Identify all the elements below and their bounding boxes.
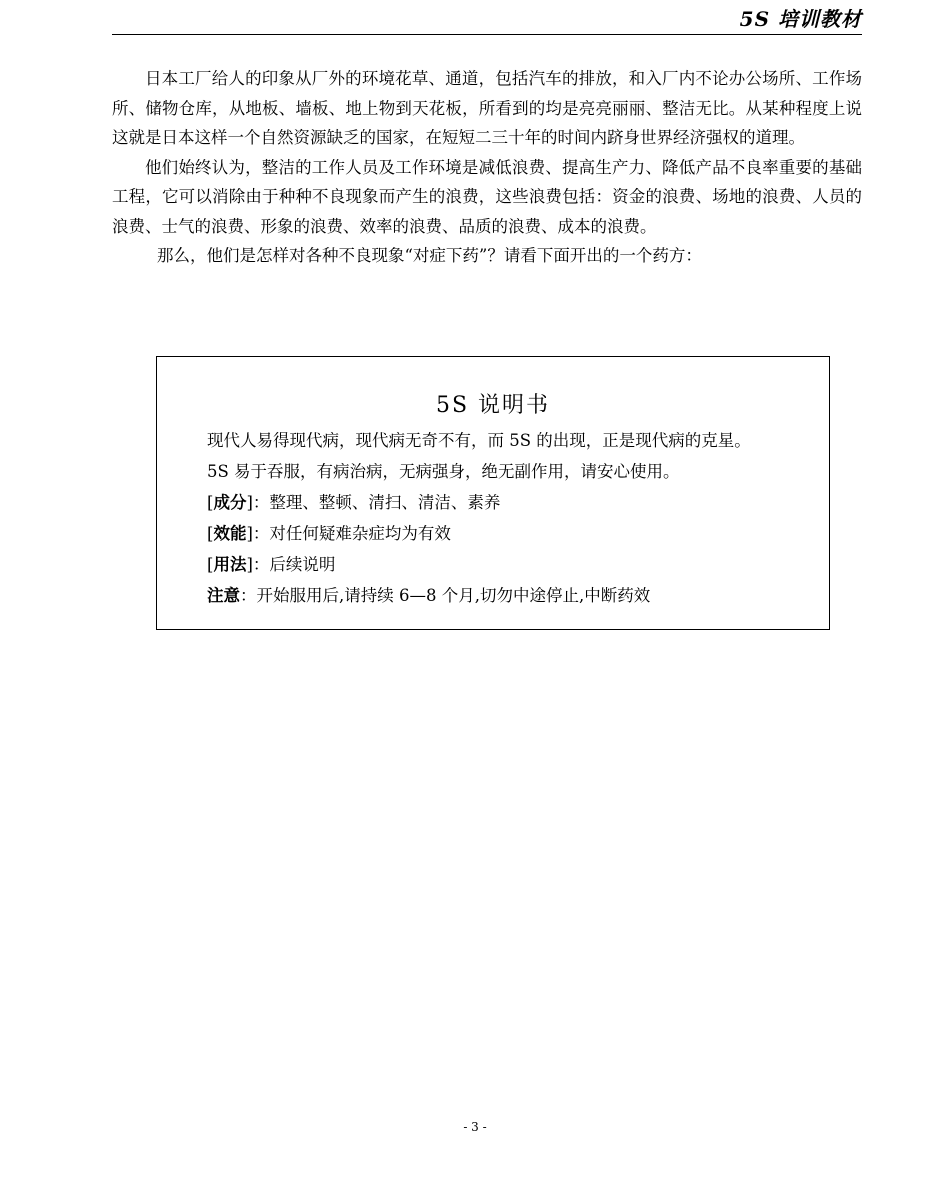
caution-line — [207, 580, 827, 611]
caution-separator: ： — [240, 586, 257, 605]
header-title: 5S 培训教材 — [739, 7, 862, 31]
ingredients-open-bracket: [ — [207, 493, 214, 512]
efficacy-label: 效能 — [213, 524, 247, 543]
usage-close-bracket: ] — [246, 555, 253, 574]
5s-instructions-box — [156, 356, 830, 630]
ingredients-close-bracket: ] — [246, 493, 253, 512]
usage-label: 用法 — [213, 555, 247, 574]
paragraph-prescription-intro: 那么，他们是怎样对各种不良现象“对症下药”？请看下面开出的一个药方： — [157, 246, 702, 265]
usage-open-bracket: [ — [207, 555, 214, 574]
ingredients-label: 成分 — [213, 493, 247, 512]
efficacy-line — [207, 518, 827, 549]
page-number: - 3 - — [463, 1120, 487, 1134]
ingredients-line — [207, 487, 827, 518]
body-text — [112, 64, 862, 271]
instructions-intro-line-2: 5S 易于吞服，有病治病，无病强身，绝无副作用，请安心使用。 — [207, 462, 680, 481]
efficacy-separator: ： — [252, 524, 270, 543]
paragraph-japan-factories: 日本工厂给人的印象从厂外的环境花草、通道，包括汽车的排放，和入厂内不论办公场所、工作场所、储物仓库，从地板、墙板、地上物到天花板，所看到的均是亮亮丽丽、整洁无比。从某种程度上说这就是日本这样一个自然资源缺乏的国家，在短短二三十年的时间内跻身世界经济强权的道理。 — [112, 69, 862, 147]
usage-value: 后续说明 — [269, 555, 336, 574]
efficacy-open-bracket: [ — [207, 524, 214, 543]
caution-label: 注意 — [207, 586, 240, 605]
instructions-content — [207, 425, 827, 611]
paragraph-waste-types: 他们始终认为，整洁的工作人员及工作环境是减低浪费、提高生产力、降低产品不良率重要的基础工程，它可以消除由于种种不良现象而产生的浪费，这些浪费包括：资金的浪费、场地的浪费、人员的浪费、士气的浪费、形象的浪费、效率的浪费、品质的浪费、成本的浪费。 — [112, 157, 862, 236]
instructions-title: 5S 说明书 — [435, 393, 551, 418]
efficacy-value: 对任何疑难杂症均为有效 — [269, 524, 451, 543]
usage-separator: ： — [252, 555, 270, 574]
header-divider — [112, 34, 862, 35]
usage-line — [207, 549, 827, 580]
instructions-intro-line-1: 现代人易得现代病，现代病无奇不有，而 5S 的出现，正是现代病的克星。 — [207, 431, 751, 450]
efficacy-close-bracket: ] — [246, 524, 253, 543]
ingredients-separator: ： — [252, 493, 270, 512]
ingredients-value: 整理、整顿、清扫、清洁、素养 — [269, 493, 501, 512]
caution-value: 开始服用后,请持续 6—8 个月,切勿中途停止,中断药效 — [256, 586, 651, 605]
